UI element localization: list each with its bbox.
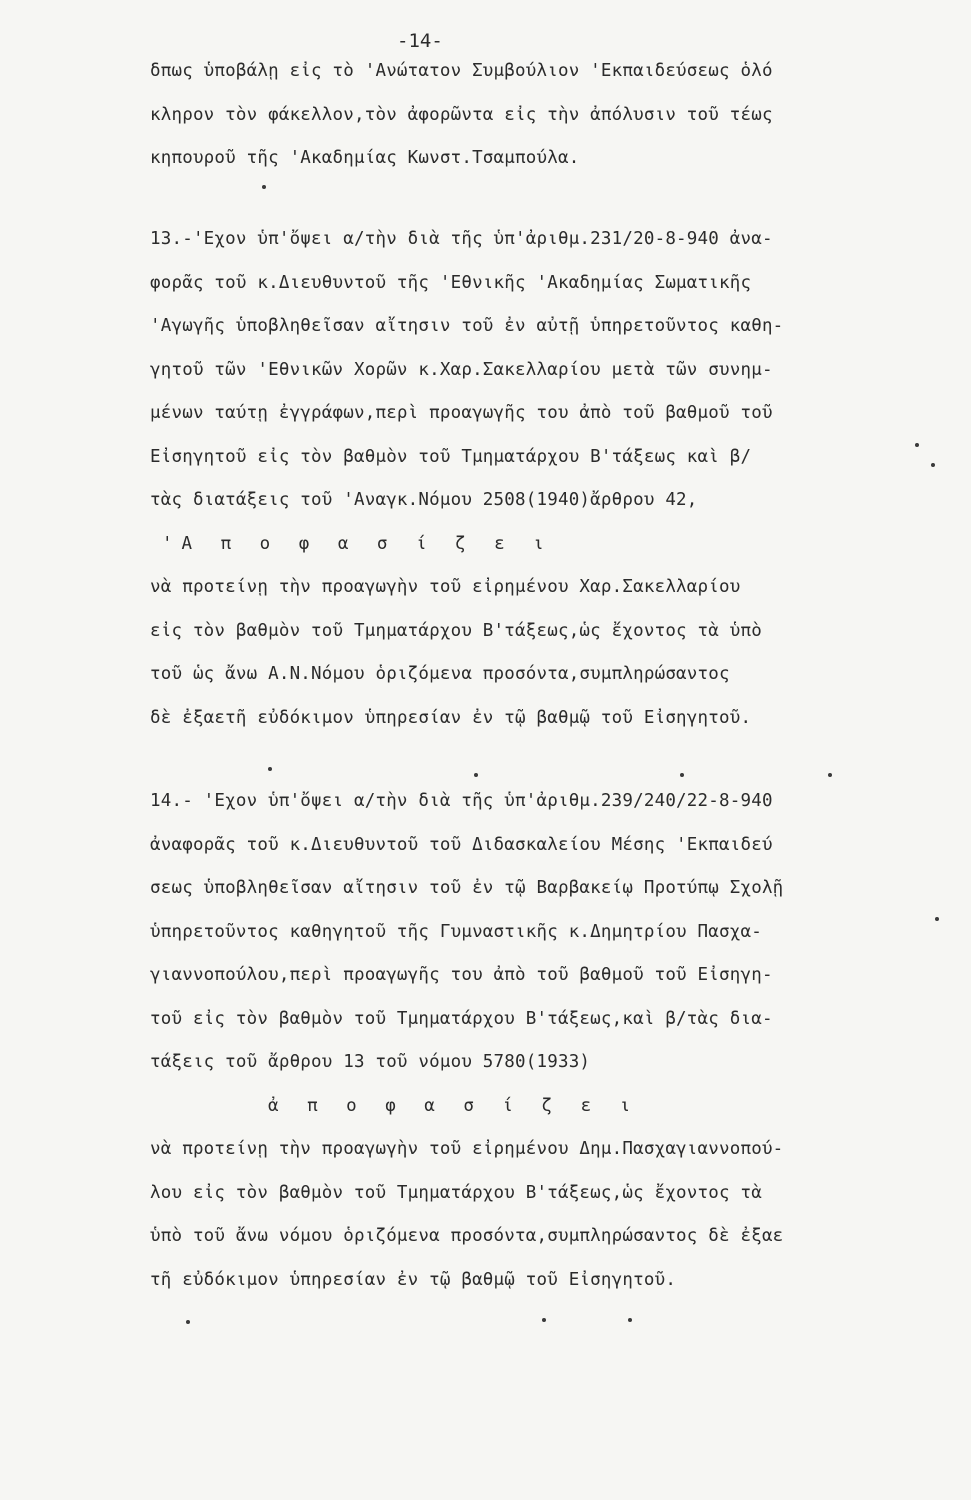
ink-speck [268,767,272,771]
ink-speck [186,1320,190,1324]
item-14-line: ὑπηρετοῦντος καθηγητοῦ τῆς Γυμναστικῆς κ.Δημητρίου Πασχα- [150,921,762,942]
intro-line: δπως ὑποβάλῃ εἰς τὸ 'Ανώτατον Συμβούλιον 'Εκπαιδεύσεως ὁλό [150,61,773,81]
intro-line: κληρον τὸν φάκελλον,τὸν ἀφορῶντα εἰς τὴν ἀπόλυσιν τοῦ τέως [150,104,773,125]
intro-paragraph [150,50,940,181]
item-14-line: γιαννοπούλου,περὶ προαγωγῆς του ἀπὸ τοῦ βαθμοῦ τοῦ Εἰσηγη- [150,965,773,985]
item-13-line: 'Αγωγῆς ὑποβληθεῖσαν αἴτησιν τοῦ ἐν αὐτῇ ὑπηρετοῦντος καθη- [150,316,784,336]
item-13-decision-line: νὰ προτείνῃ τὴν προαγωγὴν τοῦ εἰρημένου Χαρ.Σακελλαρίου [150,577,741,597]
item-14-decision-line: τῆ εὐδόκιμον ὑπηρεσίαν ἐν τῷ βαθμῷ τοῦ Εἰσηγητοῦ. [150,1269,677,1290]
ink-speck [474,773,478,777]
ink-speck [628,1318,632,1322]
item-13-line: 13.-'Εχον ὑπ'ὄψει α/τὴν διὰ τῆς ὑπ'ἀριθμ.231/20-8-940 ἀνα- [150,229,773,249]
ink-speck [680,773,684,777]
item-13-decides-heading: 'Α π ο φ α σ ί ζ ε ι [162,533,553,554]
item-13-line: μένων ταύτῃ ἐγγράφων,περὶ προαγωγῆς του ἀπὸ τοῦ βαθμοῦ τοῦ [150,403,773,423]
ink-speck [262,185,266,189]
item-14-line: σεως ὑποβληθεῖσαν αἴτησιν τοῦ ἐν τῷ Βαρβακείῳ Προτύπῳ Σχολῇ [150,878,784,898]
item-13-decision-line: δὲ ἐξαετῆ εὐδόκιμον ὑπηρεσίαν ἐν τῷ βαθμῷ τοῦ Εἰσηγητοῦ. [150,707,752,728]
item-14-decision-line: λου εἰς τὸν βαθμὸν τοῦ Τμηματάρχου Β'τάξεως,ὡς ἔχοντος τὰ [150,1182,762,1203]
item-14-line: τοῦ εἰς τὸν βαθμὸν τοῦ Τμηματάρχου Β'τάξεως,καὶ β/τὰς δια- [150,1008,773,1029]
item-14-paragraph [150,780,940,1302]
ink-speck [915,443,919,447]
item-14-line: τάξεις τοῦ ἄρθρου 13 τοῦ νόμου 5780(1933) [150,1052,591,1072]
item-13-line: φορᾶς τοῦ κ.Διευθυντοῦ τῆς 'Εθνικῆς 'Ακαδημίας Σωματικῆς [150,272,752,293]
item-14-line: ἀναφορᾶς τοῦ κ.Διευθυντοῦ τοῦ Διδασκαλείου Μέσης 'Εκπαιδεύ [150,834,773,855]
item-13-line: Εἰσηγητοῦ εἰς τὸν βαθμὸν τοῦ Τμηματάρχου Β'τάξεως καὶ β/ [150,446,752,467]
item-14-decision-line: νὰ προτείνῃ τὴν προαγωγὴν τοῦ εἰρημένου Δημ.Πασχαγιαννοπού- [150,1139,784,1159]
ink-speck [542,1318,546,1322]
item-13-line: γητοῦ τῶν 'Εθνικῶν Χορῶν κ.Χαρ.Σακελλαρίου μετὰ τῶν συνημ- [150,359,773,380]
item-14-decision-line: ὑπὸ τοῦ ἄνω νόμου ὁριζόμενα προσόντα,συμπληρώσαντος δὲ ἐξαε [150,1226,784,1246]
item-14-line: 14.- 'Εχον ὑπ'ὄψει α/τὴν διὰ τῆς ὑπ'ἀριθμ.239/240/22-8-940 [150,791,773,811]
item-14-decides-heading: ἀ π ο φ α σ ί ζ ε ι [268,1095,640,1116]
ink-speck [931,463,935,467]
item-13-decision-line: εἰς τὸν βαθμὸν τοῦ Τμηματάρχου Β'τάξεως,ὡς ἔχοντος τὰ ὑπὸ [150,620,762,641]
item-13-paragraph [150,218,940,740]
ink-speck [935,917,939,921]
item-13-line: τὰς διατάξεις τοῦ 'Αναγκ.Νόμου 2508(1940)ἄρθρου 42, [150,490,698,510]
page-number: -14- [397,30,443,52]
ink-speck [828,773,832,777]
item-13-decision-line: τοῦ ὡς ἄνω Α.Ν.Νόμου ὁριζόμενα προσόντα,συμπληρώσαντος [150,664,730,684]
intro-line: κηπουροῦ τῆς 'Ακαδημίας Κωνστ.Τσαμπούλα. [150,148,580,168]
